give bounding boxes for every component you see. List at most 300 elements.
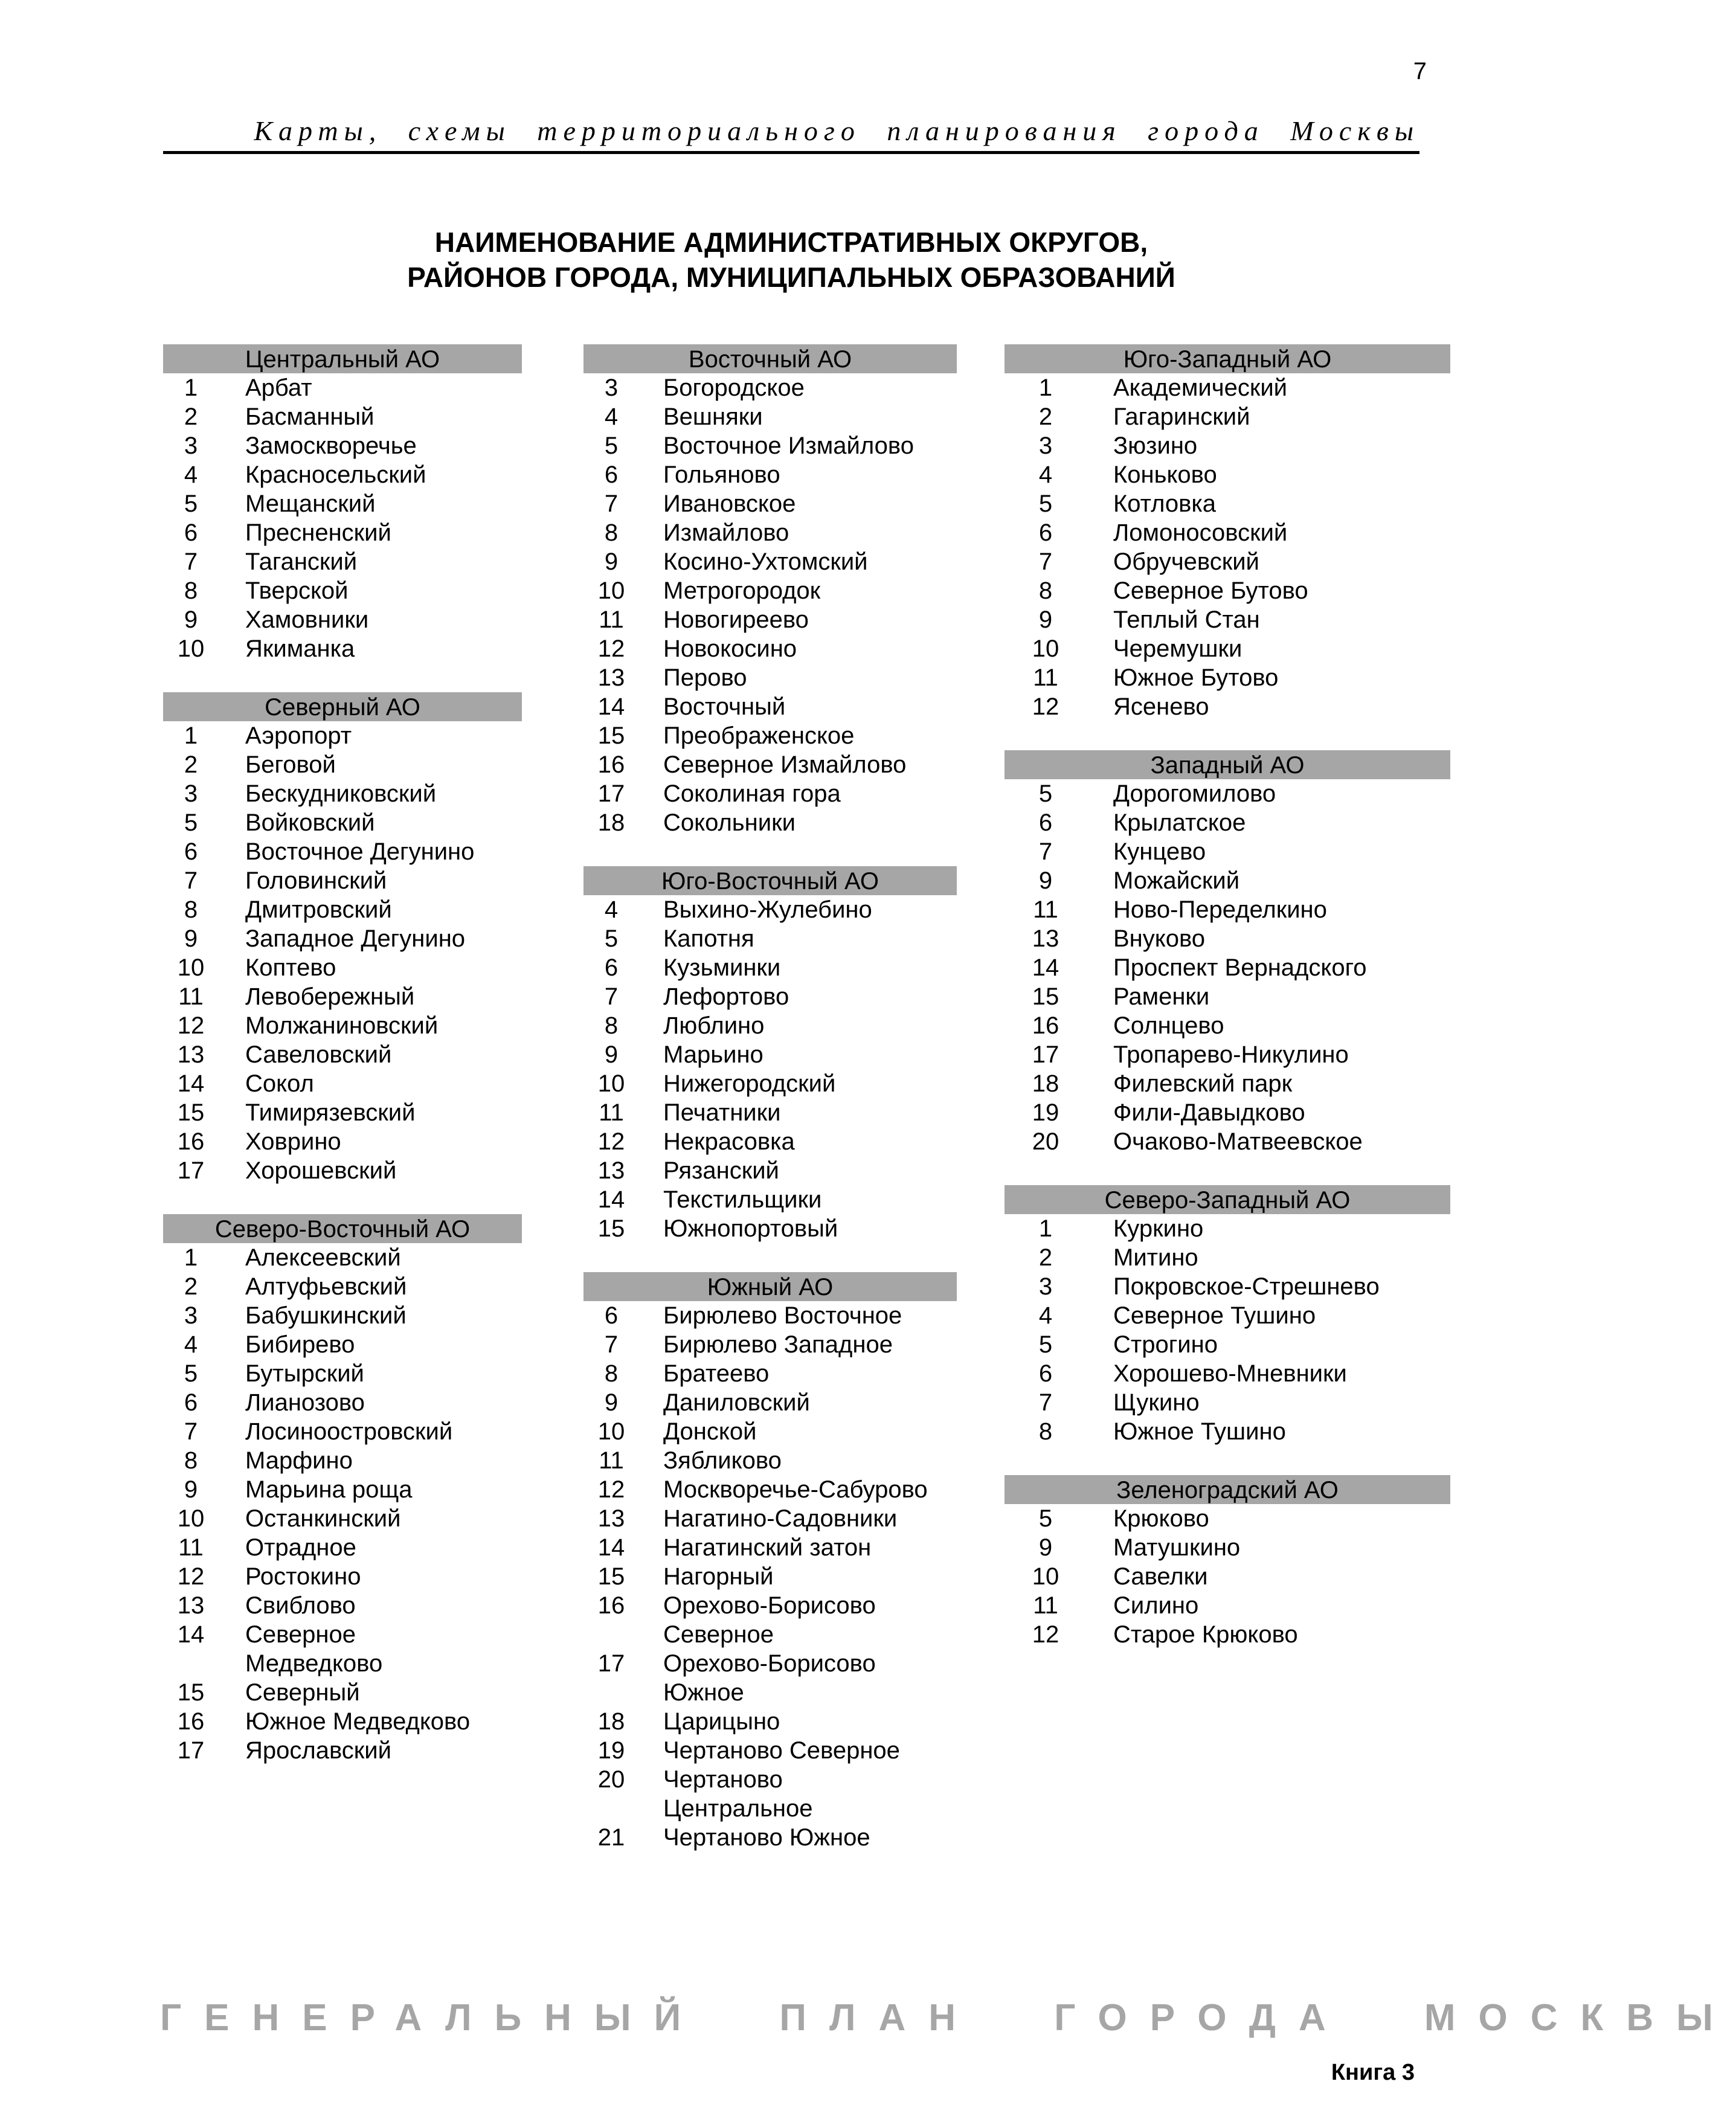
district-row	[1005, 431, 1450, 460]
district-number: 9	[604, 1389, 619, 1416]
district-row	[583, 1736, 957, 1765]
district-number: 2	[184, 751, 198, 778]
district-name: Рязанский	[663, 1157, 779, 1184]
district-name: Покровское-Стрешнево	[1113, 1273, 1380, 1300]
district-name: Якиманка	[245, 635, 355, 662]
district-row	[163, 808, 522, 837]
district-number: 7	[184, 867, 198, 894]
district-number: 17	[1032, 1041, 1059, 1068]
district-number: 11	[1033, 664, 1058, 691]
district-number: 11	[178, 1534, 204, 1561]
district-number: 5	[604, 925, 619, 952]
district-name: Черемушки	[1113, 635, 1243, 662]
district-number: 6	[604, 1302, 619, 1329]
district-row	[583, 1446, 957, 1475]
district-number: 11	[599, 606, 624, 633]
district-row	[163, 895, 522, 924]
district-row	[583, 1069, 957, 1098]
district-number: 8	[604, 1360, 619, 1387]
district-number: 9	[1038, 867, 1053, 894]
district-row	[163, 1040, 522, 1069]
district-row	[1005, 1562, 1450, 1591]
district-number: 14	[177, 1070, 205, 1097]
district-number-blank	[583, 1620, 639, 1649]
district-number: 2	[1038, 1244, 1053, 1271]
district-name: Щукино	[1113, 1389, 1200, 1416]
district-name: Измайлово	[663, 519, 789, 546]
district-name: Савелки	[1113, 1563, 1208, 1590]
district-name: Ново-Переделкино	[1113, 896, 1327, 923]
district-number-blank	[163, 1649, 219, 1678]
district-number: 6	[184, 838, 198, 865]
district-row	[583, 721, 957, 750]
district-row	[163, 1243, 522, 1272]
district-row	[583, 779, 957, 808]
district-name: Внуково	[1113, 925, 1206, 952]
district-row	[1005, 982, 1450, 1011]
district-row	[583, 1823, 957, 1852]
district-name: Хорошево-Мневники	[1113, 1360, 1347, 1387]
district-name: Замоскворечье	[245, 432, 417, 459]
district-name: Арбат	[245, 375, 312, 401]
district-number: 7	[604, 490, 619, 517]
district-name: Новогиреево	[663, 606, 809, 633]
district-number: 13	[177, 1592, 205, 1619]
district-number: 10	[1032, 1563, 1059, 1590]
district-row	[1005, 663, 1450, 692]
district-name: Восточный	[663, 693, 786, 720]
district-row	[583, 547, 957, 576]
district-name: Очаково-Матвеевское	[1113, 1128, 1363, 1155]
district-number: 5	[1038, 490, 1053, 517]
district-name: Ломоносовский	[1113, 519, 1288, 546]
district-name: Красносельский	[245, 461, 426, 488]
district-row	[1005, 489, 1450, 518]
district-number: 15	[177, 1099, 205, 1126]
district-name: Алексеевский	[245, 1244, 401, 1271]
district-name: Богородское	[663, 375, 805, 401]
district-number: 10	[597, 1070, 625, 1097]
district-name: Косино-Ухтомский	[663, 548, 868, 575]
district-name: Савеловский	[245, 1041, 392, 1068]
district-name: Люблино	[663, 1012, 765, 1039]
district-name: Обручевский	[1113, 548, 1259, 575]
okrug-header: Юго-Восточный АО	[583, 866, 957, 895]
district-row	[583, 489, 957, 518]
district-number: 11	[178, 983, 204, 1010]
district-number: 1	[184, 375, 198, 401]
district-name: Беговой	[245, 751, 336, 778]
district-number: 15	[597, 1563, 625, 1590]
district-number: 8	[184, 1447, 198, 1474]
district-row	[163, 547, 522, 576]
district-row	[163, 866, 522, 895]
okrug-header: Центральный АО	[163, 344, 522, 373]
district-number: 14	[597, 1534, 625, 1561]
district-number: 8	[604, 519, 619, 546]
district-name: Силино	[1113, 1592, 1199, 1619]
district-name: Капотня	[663, 925, 754, 952]
okrug-section	[163, 344, 522, 663]
district-row	[1005, 1504, 1450, 1533]
district-number: 3	[184, 1302, 198, 1329]
district-row	[1005, 576, 1450, 605]
district-row	[583, 1156, 957, 1185]
district-number: 10	[177, 635, 205, 662]
district-name: Южнопортовый	[663, 1215, 838, 1242]
district-row	[1005, 692, 1450, 721]
district-row	[1005, 1214, 1450, 1243]
district-row	[583, 518, 957, 547]
district-number: 4	[604, 404, 619, 430]
district-name: Бескудниковский	[245, 780, 437, 807]
district-name: Северное Тушино	[1113, 1302, 1316, 1329]
district-name: Северное Бутово	[1113, 577, 1308, 604]
district-row	[1005, 460, 1450, 489]
district-number: 9	[604, 548, 619, 575]
district-row	[1005, 547, 1450, 576]
district-row	[163, 1388, 522, 1417]
district-name: Раменки	[1113, 983, 1210, 1010]
district-row	[583, 1127, 957, 1156]
district-name: Выхино-Жулебино	[663, 896, 872, 923]
district-name: Северное	[245, 1621, 356, 1648]
district-number: 10	[597, 577, 625, 604]
district-row	[583, 576, 957, 605]
district-row	[583, 663, 957, 692]
district-name: Нижегородский	[663, 1070, 836, 1097]
district-number: 11	[1033, 1592, 1058, 1619]
district-row	[163, 1417, 522, 1446]
district-row	[163, 402, 522, 431]
district-number: 20	[1032, 1128, 1059, 1155]
district-row	[163, 605, 522, 634]
district-name: Тропарево-Никулино	[1113, 1041, 1349, 1068]
district-number: 10	[1032, 635, 1059, 662]
district-number: 17	[597, 1650, 625, 1677]
district-name: Фили-Давыдково	[1113, 1099, 1305, 1126]
district-number: 10	[597, 1418, 625, 1445]
district-number: 16	[177, 1708, 205, 1735]
district-number: 5	[1038, 780, 1053, 807]
district-name: Чертаново Северное	[663, 1737, 900, 1764]
district-number: 18	[597, 809, 625, 836]
district-row	[1005, 1098, 1450, 1127]
district-row	[583, 634, 957, 663]
district-row	[163, 1301, 522, 1330]
district-row	[1005, 1243, 1450, 1272]
district-name: Новокосино	[663, 635, 797, 662]
district-name: Чертаново Южное	[663, 1824, 870, 1851]
district-row	[583, 1359, 957, 1388]
district-number: 9	[604, 1041, 619, 1068]
district-row	[1005, 808, 1450, 837]
district-row	[583, 431, 957, 460]
district-row-continuation	[583, 1678, 957, 1707]
district-number: 3	[604, 375, 619, 401]
district-row	[583, 982, 957, 1011]
district-name: Ивановское	[663, 490, 796, 517]
district-name: Кузьминки	[663, 954, 781, 981]
district-number: 5	[1038, 1331, 1053, 1358]
district-row	[1005, 866, 1450, 895]
district-name: Ховрино	[245, 1128, 341, 1155]
okrug-header: Зеленоградский АО	[1005, 1475, 1450, 1504]
district-number: 3	[1038, 432, 1053, 459]
district-name: Нагорный	[663, 1563, 774, 1590]
district-row	[163, 1330, 522, 1359]
district-number: 7	[184, 1418, 198, 1445]
district-row	[583, 750, 957, 779]
district-row	[163, 1620, 522, 1649]
district-name: Кунцево	[1113, 838, 1206, 865]
district-name: Куркино	[1113, 1215, 1204, 1242]
district-row	[163, 1533, 522, 1562]
district-number: 8	[184, 577, 198, 604]
column-left	[163, 344, 522, 1765]
district-name: Братеево	[663, 1360, 770, 1387]
okrug-section	[1005, 750, 1450, 1156]
okrug-section	[583, 866, 957, 1243]
district-number: 5	[184, 1360, 198, 1387]
section-gap	[583, 837, 957, 866]
district-name: Некрасовка	[663, 1128, 795, 1155]
district-number: 7	[604, 983, 619, 1010]
district-number: 6	[1038, 809, 1053, 836]
district-number: 8	[1038, 577, 1053, 604]
district-row	[163, 982, 522, 1011]
district-name: Даниловский	[663, 1389, 810, 1416]
district-row	[163, 1736, 522, 1765]
district-name: Марьина роща	[245, 1476, 413, 1503]
district-row	[583, 1765, 957, 1794]
district-name: Старое Крюково	[1113, 1621, 1298, 1648]
district-row	[1005, 895, 1450, 924]
district-row	[583, 373, 957, 402]
district-row	[583, 1214, 957, 1243]
district-name: Таганский	[245, 548, 358, 575]
district-name: Филевский парк	[1113, 1070, 1293, 1097]
district-number: 13	[177, 1041, 205, 1068]
district-name: Нагатинский затон	[663, 1534, 872, 1561]
district-number: 7	[1038, 1389, 1053, 1416]
page-title-line-1: НАИМЕНОВАНИЕ АДМИНИСТРАТИВНЫХ ОКРУГОВ,	[434, 227, 1148, 258]
district-name: Северное Измайлово	[663, 751, 907, 778]
district-name: Вешняки	[663, 404, 763, 430]
district-row	[583, 1040, 957, 1069]
district-number: 7	[1038, 838, 1053, 865]
district-number: 1	[184, 722, 198, 749]
district-number: 4	[184, 461, 198, 488]
district-number: 9	[184, 1476, 198, 1503]
district-name: Ростокино	[245, 1563, 361, 1590]
district-name: Преображенское	[663, 722, 855, 749]
district-row	[583, 1388, 957, 1417]
district-name: Лефортово	[663, 983, 789, 1010]
district-number: 11	[599, 1447, 624, 1474]
district-name: Нагатино-Садовники	[663, 1505, 898, 1532]
district-name-continuation: Южное	[663, 1679, 744, 1706]
district-number: 4	[1038, 461, 1053, 488]
district-row	[1005, 1533, 1450, 1562]
district-number: 5	[1038, 1505, 1053, 1532]
district-row	[1005, 518, 1450, 547]
district-name: Войковский	[245, 809, 375, 836]
district-name: Свиблово	[245, 1592, 356, 1619]
district-name: Восточное Дегунино	[245, 838, 475, 865]
district-number: 9	[184, 925, 198, 952]
district-name: Строгино	[1113, 1331, 1218, 1358]
section-gap	[1005, 1446, 1450, 1475]
district-number: 14	[597, 1186, 625, 1213]
district-name: Хорошевский	[245, 1157, 397, 1184]
district-name: Тимирязевский	[245, 1099, 416, 1126]
district-row	[583, 1185, 957, 1214]
district-number: 12	[597, 635, 625, 662]
district-number: 3	[184, 432, 198, 459]
district-row	[163, 1359, 522, 1388]
district-name: Коньково	[1113, 461, 1217, 488]
district-number: 3	[1038, 1273, 1053, 1300]
district-number: 8	[604, 1012, 619, 1039]
district-row	[1005, 1359, 1450, 1388]
district-number: 9	[184, 606, 198, 633]
district-name: Марьино	[663, 1041, 764, 1068]
district-name: Хамовники	[245, 606, 369, 633]
district-number: 6	[604, 461, 619, 488]
district-row	[163, 518, 522, 547]
district-row	[163, 837, 522, 866]
column-middle	[583, 344, 957, 1852]
district-row	[1005, 1069, 1450, 1098]
okrug-header: Юго-Западный АО	[1005, 344, 1450, 373]
okrug-header: Северо-Западный АО	[1005, 1185, 1450, 1214]
district-row	[163, 924, 522, 953]
district-row	[583, 808, 957, 837]
district-name: Восточное Измайлово	[663, 432, 914, 459]
district-row	[163, 750, 522, 779]
district-name: Дмитровский	[245, 896, 392, 923]
okrug-section	[163, 692, 522, 1185]
district-name-continuation: Медведково	[245, 1650, 383, 1677]
district-row	[583, 1707, 957, 1736]
district-name: Южное Бутово	[1113, 664, 1279, 691]
district-number: 16	[597, 751, 625, 778]
district-number: 5	[184, 809, 198, 836]
okrug-header: Восточный АО	[583, 344, 957, 373]
district-row	[583, 1011, 957, 1040]
district-number: 1	[1038, 1215, 1053, 1242]
district-name: Зябликово	[663, 1447, 782, 1474]
district-row	[163, 373, 522, 402]
district-name: Бирюлево Восточное	[663, 1302, 902, 1329]
okrug-section	[1005, 1185, 1450, 1446]
district-row	[163, 1069, 522, 1098]
page-title-line-2: РАЙОНОВ ГОРОДА, МУНИЦИПАЛЬНЫХ ОБРАЗОВАНИЙ	[407, 262, 1175, 293]
district-name: Лианозово	[245, 1389, 365, 1416]
district-number: 9	[1038, 1534, 1053, 1561]
district-row	[1005, 1417, 1450, 1446]
district-name: Аэропорт	[245, 722, 352, 749]
district-row	[163, 1591, 522, 1620]
district-name: Зюзино	[1113, 432, 1198, 459]
district-name: Сокол	[245, 1070, 314, 1097]
district-name: Бибирево	[245, 1331, 355, 1358]
district-row-continuation	[163, 1649, 522, 1678]
district-number: 21	[597, 1824, 625, 1851]
okrug-header: Западный АО	[1005, 750, 1450, 779]
district-name: Бирюлево Западное	[663, 1331, 893, 1358]
district-number: 6	[604, 954, 619, 981]
district-number: 6	[1038, 519, 1053, 546]
district-name: Южное Тушино	[1113, 1418, 1286, 1445]
district-name: Донской	[663, 1418, 757, 1445]
district-row	[163, 1127, 522, 1156]
district-name: Ярославский	[245, 1737, 391, 1764]
district-name: Сокольники	[663, 809, 796, 836]
okrug-header: Северный АО	[163, 692, 522, 721]
district-name: Чертаново	[663, 1766, 783, 1793]
district-row	[163, 1678, 522, 1707]
section-gap	[1005, 1156, 1450, 1185]
district-number: 12	[1032, 693, 1059, 720]
district-number: 6	[184, 1389, 198, 1416]
district-name: Ясенево	[1113, 693, 1209, 720]
district-row	[1005, 373, 1450, 402]
district-number: 10	[177, 1505, 205, 1532]
district-row	[163, 576, 522, 605]
section-gap	[1005, 721, 1450, 750]
district-row	[163, 460, 522, 489]
district-row	[163, 1272, 522, 1301]
district-name: Академический	[1113, 375, 1288, 401]
district-row	[583, 605, 957, 634]
district-row	[163, 489, 522, 518]
district-row	[1005, 1330, 1450, 1359]
district-number: 12	[597, 1476, 625, 1503]
district-row	[163, 779, 522, 808]
district-number: 8	[184, 896, 198, 923]
district-number: 2	[1038, 404, 1053, 430]
district-number: 17	[177, 1157, 205, 1184]
district-number: 17	[597, 780, 625, 807]
district-name: Соколиная гора	[663, 780, 841, 807]
district-name: Бабушкинский	[245, 1302, 407, 1329]
district-number: 4	[1038, 1302, 1053, 1329]
district-name: Тверской	[245, 577, 349, 604]
district-name: Пресненский	[245, 519, 391, 546]
district-number: 8	[1038, 1418, 1053, 1445]
district-row	[583, 460, 957, 489]
district-name: Перово	[663, 664, 747, 691]
district-row	[583, 1417, 957, 1446]
district-name: Отрадное	[245, 1534, 356, 1561]
district-row	[1005, 1011, 1450, 1040]
district-name: Крылатское	[1113, 809, 1246, 836]
district-number: 15	[1032, 983, 1059, 1010]
page-title	[181, 225, 1401, 295]
district-row	[583, 1649, 957, 1678]
district-row	[583, 895, 957, 924]
district-row	[1005, 779, 1450, 808]
district-number: 11	[1033, 896, 1058, 923]
district-number: 13	[597, 1505, 625, 1532]
district-number: 12	[597, 1128, 625, 1155]
district-name: Дорогомилово	[1113, 780, 1276, 807]
footer-plan-title: ГЕНЕРАЛЬНЫЙ ПЛАН ГОРОДА МОСКВЫ	[160, 1997, 1736, 2039]
district-row	[1005, 924, 1450, 953]
district-name: Орехово-Борисово	[663, 1592, 876, 1619]
